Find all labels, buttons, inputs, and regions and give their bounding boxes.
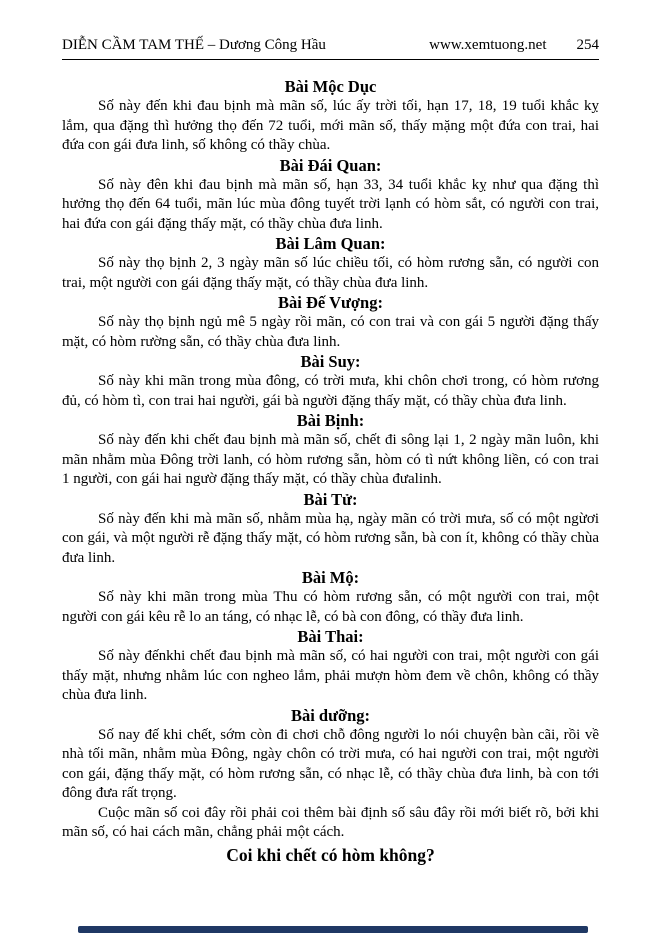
page-header — [62, 0, 599, 54]
section-paragraph: Số này đến khi chết đau bịnh mà mãn số, chết đi sông lại 1, 2 ngày mãn luôn, khi mãn nhằm mùa Đông trời lanh, có hòm rương sẵn, hòm có tì nứt không liền, có con trai 1 người, con gái hai ngườ đặng thấy mặt, có thầy chùa đưalinh. — [62, 432, 599, 487]
section-paragraph: Số này đếnkhi chết đau bịnh mà mãn số, có hai người con trai, một người con gái thấy mặt, nhưng nhằm lúc con ngheo lắm, phải mượn hòm đem về chôn, không có thầy chùa đưa linh. — [62, 648, 599, 703]
section-heading: Bài Mộc Dục — [284, 77, 377, 96]
section-paragraph: Số này đên khi đau bịnh mà mãn số, hạn 33, 34 tuổi khắc kỵ như qua đặng thì hưởng thọ đến 64 tuổi, mãn lúc mùa đông tuyết trời lạnh có hòm sắt, có người con trai, hai đứa con gái đặng thấy mặt, có thầy chùa đưa linh. — [62, 176, 599, 232]
section-paragraph: Số này thọ bịnh ngủ mê 5 ngày rồi mãn, có con trai và con gái 5 người đặng thấy mặt, có hòm rường sẵn, có thầy chùa đưa linh. — [62, 314, 599, 350]
section-heading: Bài Đế Vượng: — [278, 293, 383, 312]
section-paragraph: Số này thọ bịnh 2, 3 ngày mãn số lúc chiều tối, có hòm rương sẵn, có người con trai, một người con gái đặng thấy mặt, có thầy chùa đưa linh. — [62, 255, 599, 291]
header-website: www.xemtuong.net — [429, 37, 547, 53]
section-heading: Bài Tử: — [303, 489, 358, 509]
section-heading: Bài Mộ: — [301, 568, 360, 587]
header-right — [429, 36, 599, 54]
section-paragraph: Số nay đế khi chết, sớm còn đi chơi chỗ đông người lo nói chuyện bàn cãi, rồi về nhà tối mãn, nhằm mùa Đông, ngày chôn có trời mưa, có hai người con trai, một người con gái, đặng thấy mặt, có hòm rương sẵn, có nhạc lễ, có thầy chùa đưa linh, bà con tới đông đưa rất trọng. — [62, 726, 599, 801]
horizontal-scrollbar[interactable] — [78, 926, 588, 933]
section-paragraph: Số này đến khi mà mãn số, nhằm mùa hạ, ngày mãn có trời mưa, số có một ngừơi con gái, và một người rễ đặng thấy mặt, có hòm rương sẵn, bà con ít, không có thầy chùa đưa linh. — [62, 510, 599, 566]
header-divider — [62, 59, 599, 60]
closing-heading: Coi khi chết có hòm không? — [226, 844, 435, 865]
section-heading: Bài Lâm Quan: — [275, 234, 386, 253]
section-paragraph: Số này đến khi đau bịnh mà mãn số, lúc ấy trời tối, hạn 17, 18, 19 tuổi khắc kỵ lắm, qua đặng thì hưởng thọ đến 72 tuổi, mới mãn số, thấy mặng một đứa con trai, hai đứa con gái đưa linh, số không có thầy chùa. — [62, 98, 599, 153]
section-heading: Bài Thai: — [297, 627, 364, 646]
header-page-number: 254 — [576, 37, 599, 53]
section-paragraph: Số này khi mãn trong mùa Thu có hòm rương sẵn, có một người con trai, một người con gái kêu rễ lo an táng, có nhạc lễ, có bà con đông, có thầy đưa linh. — [62, 589, 599, 625]
section-paragraph: Cuộc mãn số coi đây rồi phải coi thêm bài định số sâu đây rồi mới biết rõ, bởi khi mãn số, có hai cách mãn, chẳng phải một cách. — [62, 804, 599, 840]
document-body — [62, 77, 599, 867]
section-heading: Bài Suy: — [300, 352, 361, 371]
section-paragraph: Số này khi mãn trong mùa đông, có trời mưa, khi chôn chơi trong, có hòm rương đủ, có hòm tì, con trai hai người, gái bà người đặng thấy mặt, có thầy chùa đưa linh. — [62, 373, 599, 409]
section-heading: Bài dưỡng: — [290, 705, 371, 725]
section-heading: Bài Đái Quan: — [279, 155, 382, 175]
section-heading: Bài Bịnh: — [296, 411, 365, 430]
header-title: DIỄN CẦM TAM THẾ – Dương Công Hầu — [62, 37, 326, 53]
